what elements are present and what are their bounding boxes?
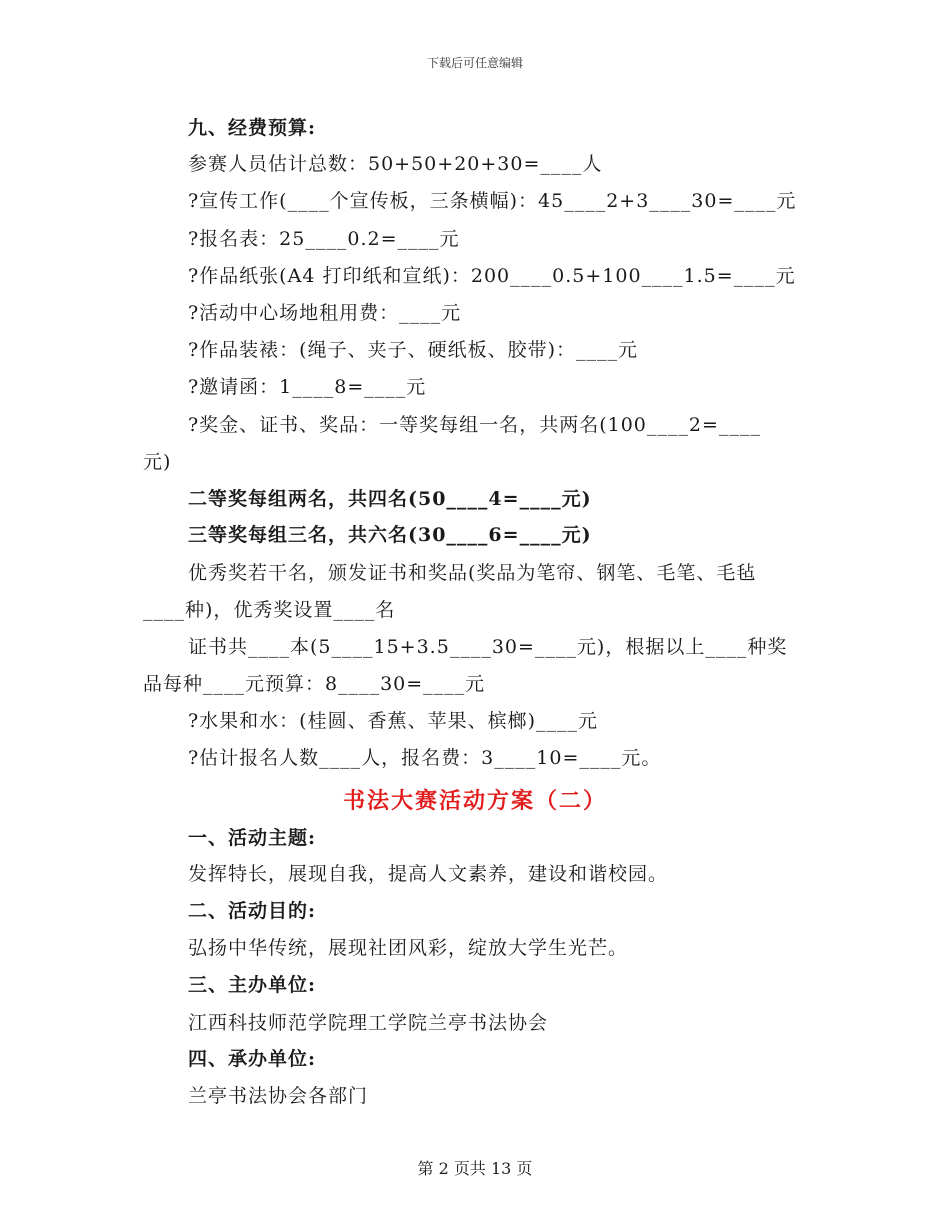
text-line-bold: 三等奖每组三名，共六名(30____6=____元) [188,524,592,546]
text-line: 优秀奖若干名，颁发证书和奖品(奖品为笔帘、钢笔、毛笔、毛毡 [188,562,757,584]
text-line: ____种)，优秀奖设置____名 [143,599,396,621]
text-line: 兰亭书法协会各部门 [188,1085,369,1107]
text-line: ?报名表：25____0.2=____元 [188,228,460,250]
text-line: 元) [143,451,172,473]
text-line: 发挥特长，展现自我，提高人文素养，建设和谐校园。 [188,863,669,885]
text-line: ?作品装裱：(绳子、夹子、硬纸板、胶带)：____元 [188,339,639,361]
text-line: ?估计报名人数____人，报名费：3____10=____元。 [188,747,662,769]
text-line: 品每种____元预算：8____30=____元 [143,673,486,695]
text-line: ?奖金、证书、奖品：一等奖每组一名，共两名(100____2=____ [188,414,761,436]
section-heading: 二、活动目的: [188,900,317,922]
section-heading: 四、承办单位: [188,1048,317,1070]
text-line-bold: 二等奖每组两名，共四名(50____4=____元) [188,488,592,510]
text-line: ?作品纸张(A4 打印纸和宣纸)：200____0.5+100____1.5=____元 [188,265,796,287]
text-line: ?水果和水：(桂圆、香蕉、苹果、槟榔)____元 [188,710,599,732]
text-line: 证书共____本(5____15+3.5____30=____元)，根据以上____种奖 [188,636,788,658]
section-heading: 一、活动主题: [188,827,317,849]
text-line: 江西科技师范学院理工学院兰亭书法协会 [188,1012,549,1034]
page-footer: 第 2 页共 13 页 [417,1159,533,1178]
text-line: ?宣传工作(____个宣传板，三条横幅)：45____2+3____30=____元 [188,190,797,212]
page-header: 下载后可任意编辑 [426,56,523,70]
text-line: 弘扬中华传统，展现社团风彩，绽放大学生光芒。 [188,937,629,959]
text-line: ?活动中心场地租用费：____元 [188,302,462,324]
section-heading-budget: 九、经费预算: [188,117,317,139]
section-heading: 三、主办单位: [188,974,317,996]
section-title: 书法大赛活动方案（二） [342,788,607,814]
text-line: ?邀请函：1____8=____元 [188,376,427,398]
text-line: 参赛人员估计总数：50+50+20+30=____人 [188,153,603,175]
